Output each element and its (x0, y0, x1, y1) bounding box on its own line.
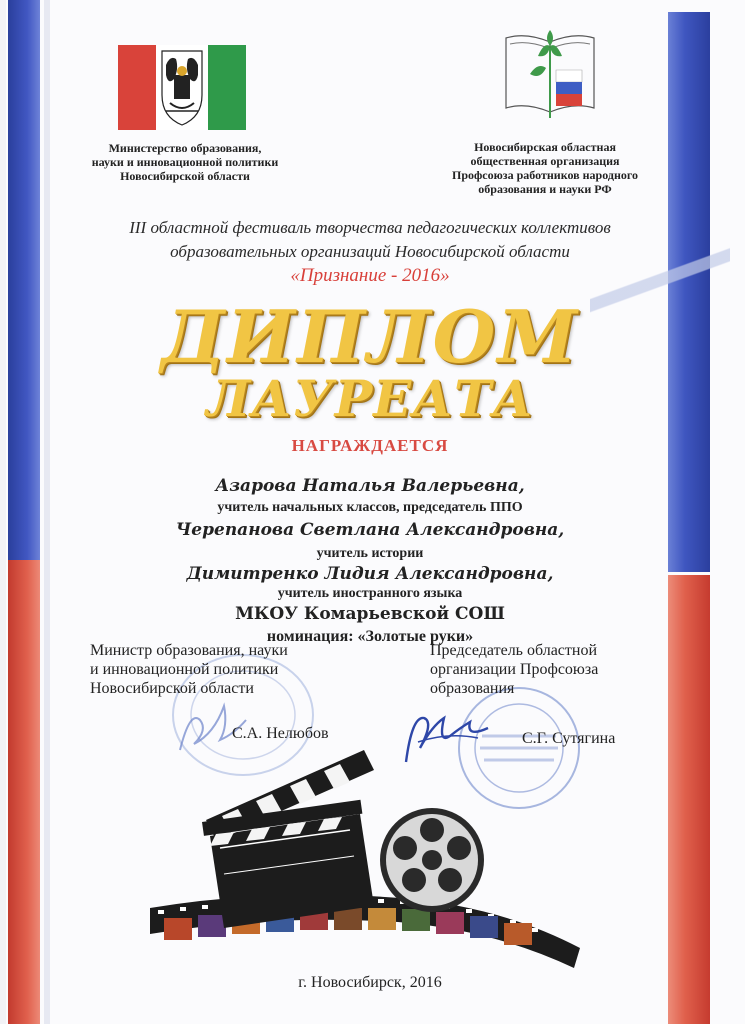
ministry-line: Новосибирской области (120, 169, 250, 183)
recipient-position: учитель иностранного языка (277, 586, 463, 601)
recipient-name: Азарова Наталья Валерьевна, (215, 476, 525, 496)
recipient-name: Черепанова Светлана Александровна, (175, 520, 565, 540)
awarded-label: НАГРАЖДАЕТСЯ (291, 436, 449, 455)
education-union-logo-icon (500, 20, 600, 135)
minister-title-line: и инновационной политики (90, 661, 279, 678)
minister-title (90, 641, 350, 698)
union-line: образования и науки РФ (478, 182, 612, 196)
left-white-stripe (0, 0, 6, 1024)
minister-title-line: Министр образования, науки (90, 642, 288, 659)
festival-heading (70, 216, 670, 288)
union-line: Новосибирская областная (474, 140, 616, 154)
ministry-line: Министерство образования, (108, 141, 262, 155)
recipient-position: учитель начальных классов, председатель ППО (217, 500, 523, 515)
left-thin-stripe (44, 0, 50, 1024)
nomination: номинация: «Золотые руки» (266, 628, 474, 645)
union-name (425, 140, 665, 196)
festival-name: «Признание - 2016» (290, 265, 450, 286)
chair-name: С.Г. Сутягина (522, 730, 616, 747)
ministry-line: науки и инновационной политики (91, 155, 279, 169)
union-line: Профсоюза работников народного (451, 168, 639, 182)
chair-title-line: Председатель областной (430, 642, 598, 659)
recipient-position: учитель истории (316, 546, 424, 561)
left-red-stripe (8, 560, 40, 1024)
left-blue-stripe (8, 0, 40, 560)
minister-title-line: Новосибирской области (90, 680, 254, 697)
festival-line: III областной фестиваль творчества педагогических коллективов (129, 218, 611, 237)
festival-line: образовательных организаций Новосибирской области (170, 242, 570, 261)
ministry-name (60, 141, 310, 183)
chair-title (430, 641, 660, 698)
school-name: МКОУ Комарьевской СОШ (235, 604, 505, 624)
minister-name: С.А. Нелюбов (232, 725, 329, 742)
recipient-name: Димитренко Лидия Александровна, (186, 564, 554, 584)
chair-title-line: образования (430, 680, 515, 697)
city-year: г. Новосибирск, 2016 (298, 974, 442, 991)
union-line: общественная организация (470, 154, 620, 168)
clapperboard-film-reel-icon (150, 748, 580, 970)
chair-title-line: организации Профсоюза (430, 661, 599, 678)
diploma-title: ДИПЛОМ (160, 294, 580, 379)
diploma-subtitle: ЛАУРЕАТА (206, 369, 534, 428)
novosibirsk-coat-of-arms-icon (118, 45, 246, 130)
